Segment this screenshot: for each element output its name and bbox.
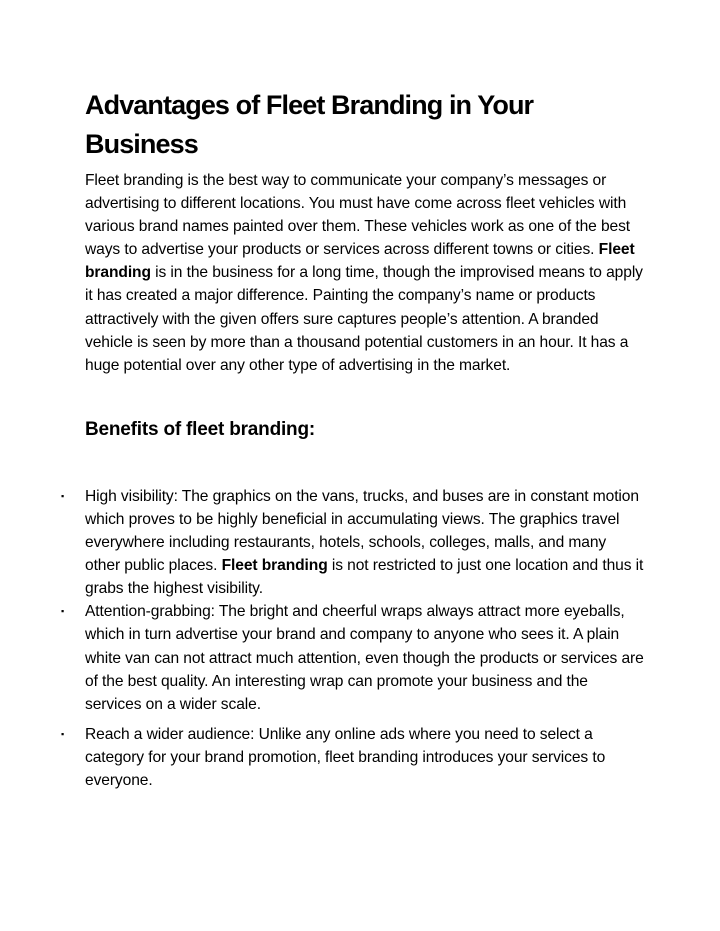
intro-bold-keyword: Fleet branding (85, 241, 635, 282)
bullet-icon: ▪ (61, 490, 65, 501)
bullet-icon: ▪ (61, 606, 65, 617)
benefit-high-visibility (61, 485, 645, 600)
benefits-list (61, 485, 645, 792)
benefit-text-part2: is not restricted to just one location and thus it grabs the highest visibility. (85, 557, 644, 598)
intro-text-part2: is in the business for a long time, though the improvised means to apply it has created a major difference. Painting the company’s name or products attractively with the given offers sure captures people’s attention. A branded vehicle is seen by more than a thousand potential customers in an hour. It has a huge potential over any other type of advertising in the market. (85, 264, 643, 374)
bullet-icon: ▪ (61, 728, 65, 739)
intro-paragraph (85, 169, 645, 377)
benefit-attention-grabbing (61, 600, 645, 715)
document-page (61, 86, 645, 792)
benefit-text: Reach a wider audience: Unlike any online ads where you need to select a category for your brand promotion, fleet branding introduces your services to everyone. (85, 725, 606, 789)
benefit-text-part1: High visibility: The graphics on the vans, trucks, and buses are in constant motion which proves to be highly beneficial in accumulating views. The graphics travel everywhere including restaurants, hotels, schools, colleges, malls, and many other public places. (85, 487, 639, 575)
benefit-bold-keyword: Fleet branding (221, 557, 328, 575)
page-title: Advantages of Fleet Branding in Your Business (85, 90, 534, 159)
benefit-text: Attention-grabbing: The bright and cheerful wraps always attract more eyeballs, which in turn advertise your brand and company to anyone who sees it. A plain white van can not attract much attention, even though the products or services are of the best quality. An interesting wrap can promote your business and the services on a wider scale. (85, 603, 644, 713)
benefit-wider-audience (61, 723, 645, 792)
section-heading: Benefits of fleet branding: (85, 418, 315, 440)
intro-text-part1: Fleet branding is the best way to communicate your company’s messages or advertising to different locations. You must have come across fleet vehicles with various brand names painted over them. These vehicles work as one of the best ways to advertise your products or services across different towns or cities. (85, 172, 631, 259)
